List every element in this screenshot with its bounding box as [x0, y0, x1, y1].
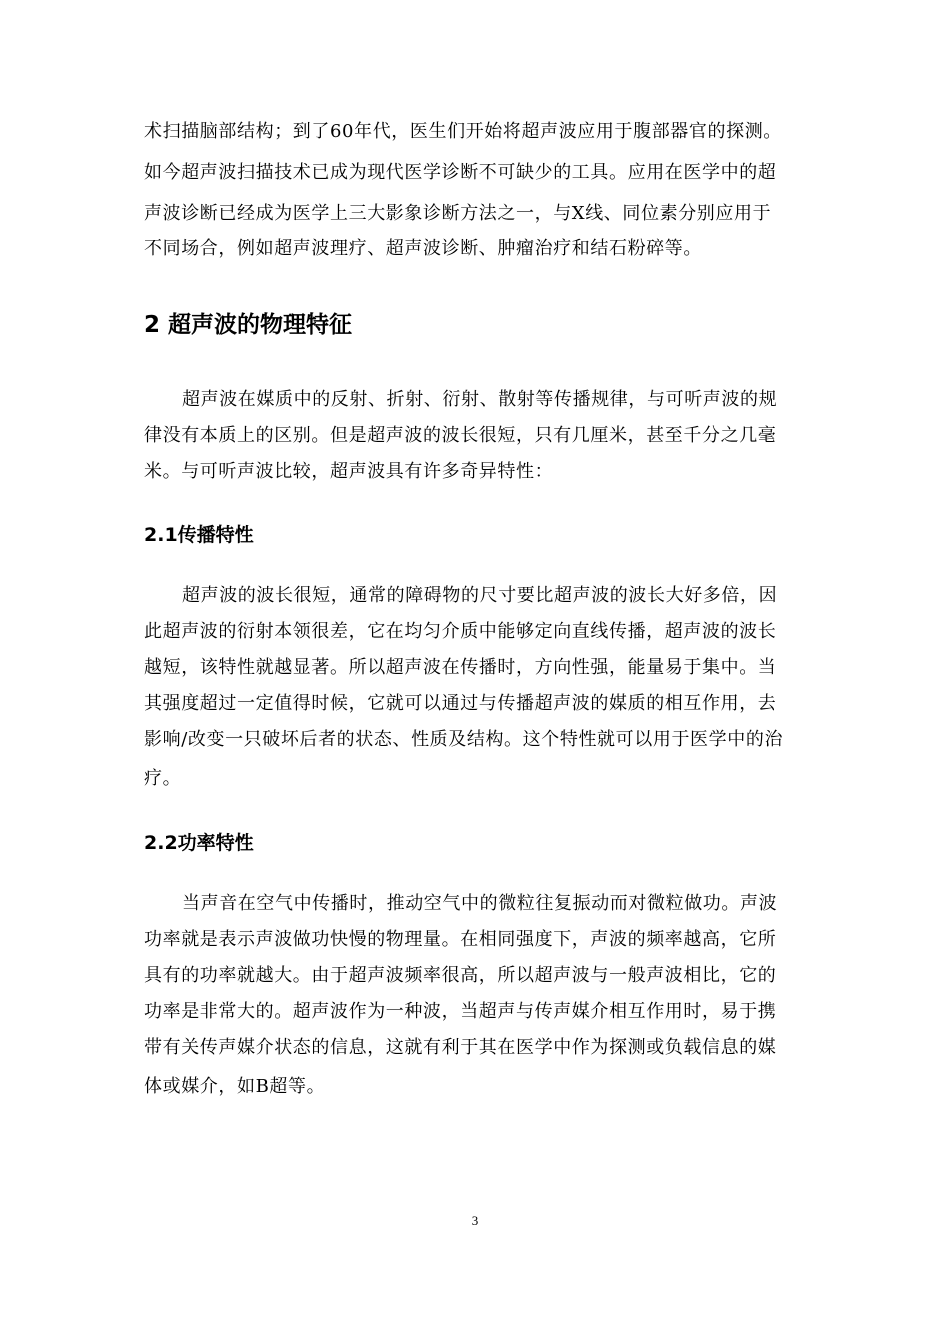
- paragraph-line: 功率是非常大的。超声波作为一种波，当超声与传声媒介相互作用时，易于携: [144, 1001, 777, 1022]
- paragraph-line: 律没有本质上的区别。但是超声波的波长很短，只有几厘米，甚至千分之几毫: [144, 425, 777, 446]
- paragraph-line: 当声音在空气中传播时，推动空气中的微粒往复振动而对微粒做功。声波: [182, 893, 778, 914]
- paragraph-line: 带有关传声媒介状态的信息，这就有利于其在医学中作为探测或负载信息的媒: [144, 1037, 777, 1058]
- section-heading: 2 超声波的物理特征: [144, 312, 353, 338]
- paragraph-line: 越短，该特性就越显著。所以超声波在传播时，方向性强，能量易于集中。当: [144, 657, 777, 678]
- paragraph-line: 体或媒介，如B超等。: [144, 1076, 326, 1097]
- paragraph-line: 影响/改变一只破坏后者的状态、性质及结构。这个特性就可以用于医学中的治: [144, 729, 784, 750]
- paragraph-line: 超声波在媒质中的反射、折射、衍射、散射等传播规律，与可听声波的规: [182, 389, 778, 410]
- paragraph-line: 具有的功率就越大。由于超声波频率很高，所以超声波与一般声波相比，它的: [144, 965, 777, 986]
- page-number: 3: [471, 1213, 479, 1228]
- paragraph-line: 超声波的波长很短，通常的障碍物的尺寸要比超声波的波长大好多倍，因: [182, 585, 778, 606]
- paragraph-line: 此超声波的衍射本领很差，它在均匀介质中能够定向直线传播，超声波的波长: [144, 621, 777, 642]
- paragraph-line: 米。与可听声波比较，超声波具有许多奇异特性：: [144, 461, 554, 482]
- paragraph-line: 疗。: [144, 768, 182, 789]
- subsection-heading: 2.2功率特性: [144, 832, 254, 854]
- paragraph-line: 不同场合，例如超声波理疗、超声波诊断、肿瘤治疗和结石粉碎等。: [144, 238, 702, 259]
- paragraph-line: 功率就是表示声波做功快慢的物理量。在相同强度下，声波的频率越高，它所: [144, 929, 777, 950]
- paragraph-line: 术扫描脑部结构；到了60年代，医生们开始将超声波应用于腹部器官的探测。: [144, 121, 782, 142]
- subsection-heading: 2.1传播特性: [144, 524, 254, 546]
- paragraph-line: 其强度超过一定值得时候，它就可以通过与传播超声波的媒质的相互作用，去: [144, 693, 777, 714]
- paragraph-line: 如今超声波扫描技术已成为现代医学诊断不可缺少的工具。应用在医学中的超: [144, 162, 777, 183]
- paragraph-line: 声波诊断已经成为医学上三大影象诊断方法之一，与X线、同位素分别应用于: [144, 203, 772, 224]
